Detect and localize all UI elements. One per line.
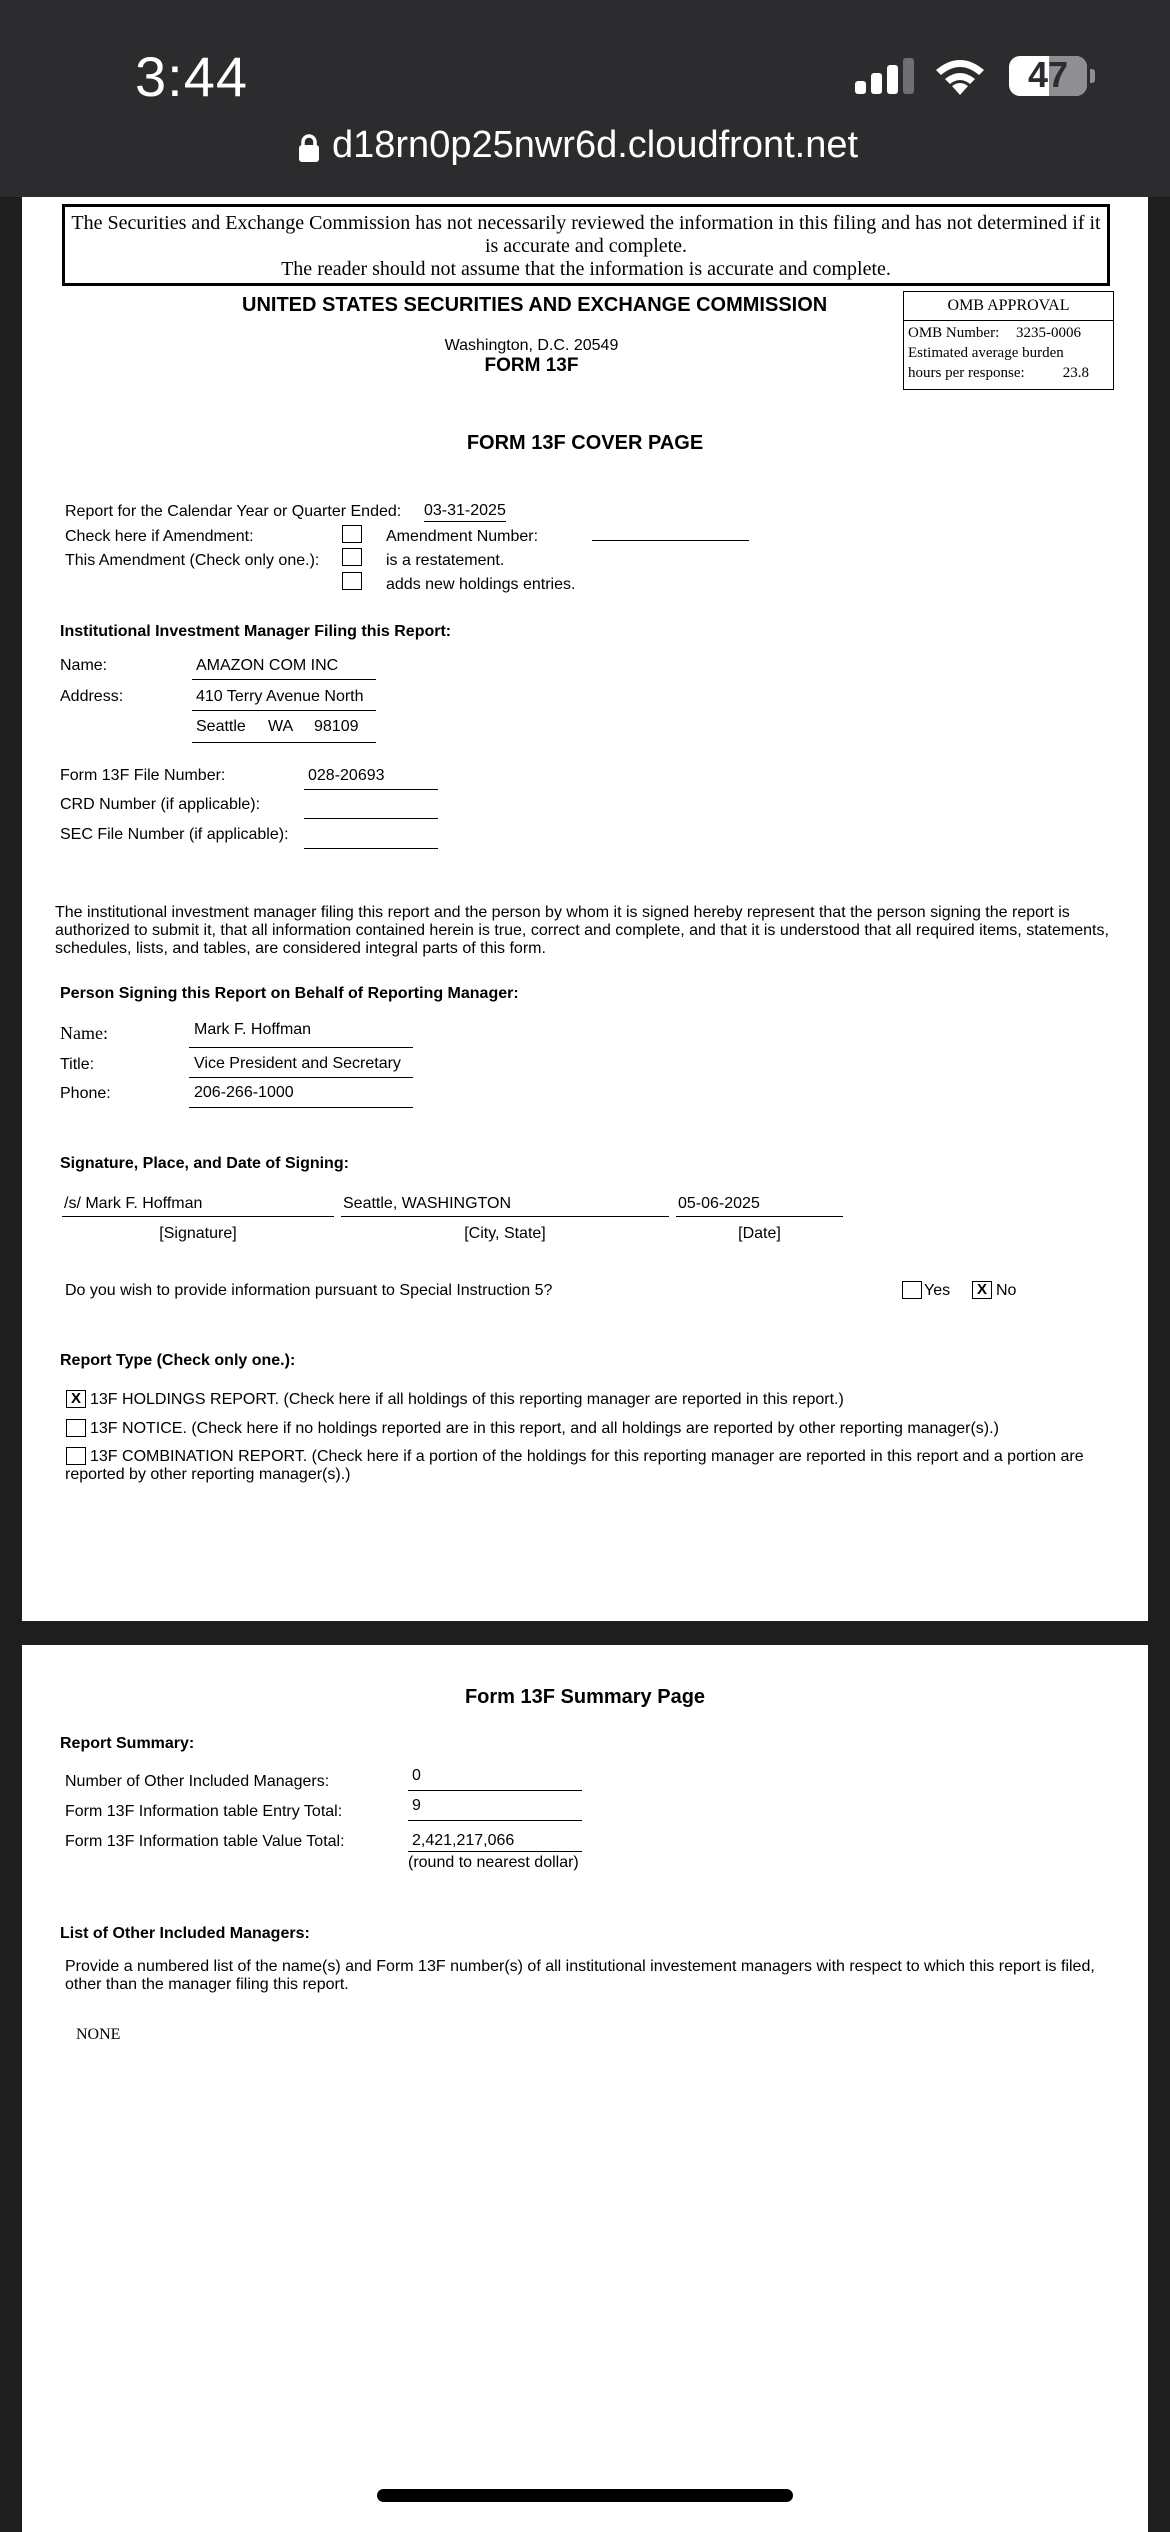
- file-number-label: Form 13F File Number:: [60, 767, 226, 784]
- other-managers-instruction: Provide a numbered list of the name(s) and Form 13F number(s) of all institutional investement managers with respect to which this report is filed, other than the manager filing this report.: [65, 1958, 1095, 1993]
- yes-label: Yes: [924, 1282, 951, 1299]
- address-state: WA: [268, 718, 294, 735]
- wifi-icon: [932, 55, 988, 97]
- restatement-label: is a restatement.: [386, 552, 505, 569]
- this-amendment-label: This Amendment (Check only one.):: [65, 552, 320, 569]
- omb-approval-box: [903, 291, 1114, 390]
- report-period-label: Report for the Calendar Year or Quarter Ended:: [65, 503, 402, 520]
- sec-file-field[interactable]: [304, 826, 438, 849]
- attestation-text: The institutional investment manager filing this report and the person by whom it is signed hereby represent that the person signing the report is authorized to submit it, that all information contained herein is true, correct and complete, and that it is understood that all required items, statements, schedules, lists, and tables, are considered integral parts of this form.: [55, 904, 1109, 957]
- notice-report-label: 13F NOTICE. (Check here if no holdings reported are in this report, and all holdings are reported by other reporting manager(s).): [90, 1420, 999, 1437]
- instruction5-no-checkbox[interactable]: X: [972, 1281, 992, 1299]
- signing-date-value: 05-06-2025: [676, 1195, 843, 1217]
- crd-field[interactable]: [304, 796, 438, 819]
- signer-name: Mark F. Hoffman: [189, 1021, 413, 1048]
- disclaimer-line: The reader should not assume that the information is accurate and complete.: [281, 258, 891, 280]
- form-name: FORM 13F: [484, 355, 579, 376]
- address-city: Seattle: [196, 718, 246, 735]
- notice-report-checkbox[interactable]: [66, 1419, 86, 1437]
- report-type-heading: Report Type (Check only one.):: [60, 1352, 296, 1369]
- signer-title-label: Title:: [60, 1056, 95, 1073]
- signer-phone: 206-266-1000: [189, 1084, 413, 1108]
- file-number-value: 028-20693: [304, 767, 438, 790]
- omb-hours-label: hours per response:: [908, 365, 1025, 381]
- date-caption: [Date]: [738, 1225, 781, 1242]
- omb-title: OMB APPROVAL: [904, 292, 1113, 321]
- no-label: No: [996, 1282, 1017, 1299]
- address-street: 410 Terry Avenue North: [192, 688, 376, 711]
- address-city-line: [192, 718, 376, 743]
- signature-heading: Signature, Place, and Date of Signing:: [60, 1155, 349, 1172]
- omb-number-row: [904, 321, 1113, 343]
- rounding-note: (round to nearest dollar): [408, 1854, 579, 1871]
- disclaimer-line: The Securities and Exchange Commission has not necessarily reviewed the information in this filing and has not determined if it: [71, 212, 1101, 234]
- omb-number-value: 3235-0006: [1016, 325, 1081, 341]
- cover-page-title: FORM 13F COVER PAGE: [466, 432, 704, 454]
- signature-value: /s/ Mark F. Hoffman: [62, 1195, 334, 1217]
- omb-number-label: OMB Number:: [908, 325, 1000, 341]
- name-label: Name:: [60, 657, 108, 674]
- other-managers-list-heading: List of Other Included Managers:: [60, 1925, 310, 1942]
- address-label: Address:: [60, 688, 124, 705]
- signer-heading: Person Signing this Report on Behalf of Reporting Manager:: [60, 985, 519, 1002]
- crd-label: CRD Number (if applicable):: [60, 796, 261, 813]
- report-period-value: 03-31-2025: [424, 502, 506, 522]
- omb-hours-value: 23.8: [1062, 365, 1089, 381]
- manager-name: AMAZON COM INC: [192, 657, 376, 680]
- holdings-report-label: 13F HOLDINGS REPORT. (Check here if all holdings of this reporting manager are reported in this report.): [90, 1391, 844, 1408]
- amendment-number-label: Amendment Number:: [386, 528, 539, 545]
- cellular-signal-icon: [855, 58, 915, 94]
- sec-file-label: SEC File Number (if applicable):: [60, 826, 289, 843]
- omb-burden-label: Estimated average burden: [908, 345, 1064, 361]
- address-bar-url[interactable]: d18rn0p25nwr6d.cloudfront.net: [332, 124, 859, 166]
- instruction5-yes-checkbox[interactable]: [902, 1281, 922, 1299]
- holdings-report-checkbox[interactable]: X: [66, 1390, 86, 1408]
- entry-total-value: 9: [408, 1797, 582, 1821]
- new-holdings-checkbox[interactable]: [342, 572, 362, 590]
- agency-location: Washington, D.C. 20549: [444, 337, 619, 354]
- status-time: 3:44: [135, 45, 248, 108]
- address-zip: 98109: [314, 718, 359, 735]
- agency-heading: UNITED STATES SECURITIES AND EXCHANGE COMMISSION: [242, 294, 828, 316]
- home-indicator[interactable]: [377, 2489, 793, 2502]
- battery-nub: [1090, 69, 1095, 83]
- omb-hours-row: [904, 363, 1113, 383]
- amendment-label: Check here if Amendment:: [65, 528, 254, 545]
- value-total-value: 2,421,217,066: [408, 1832, 582, 1852]
- report-summary-heading: Report Summary:: [60, 1735, 195, 1752]
- restatement-checkbox[interactable]: [342, 548, 362, 566]
- battery-level: 47: [1027, 54, 1069, 95]
- city-state-caption: [City, State]: [464, 1225, 546, 1242]
- new-holdings-label: adds new holdings entries.: [386, 576, 576, 593]
- disclaimer-line: is accurate and complete.: [484, 235, 688, 257]
- signature-caption: [Signature]: [159, 1225, 237, 1242]
- combination-report-label: 13F COMBINATION REPORT. (Check here if a portion of the holdings for this reporting manager are reported in this report and a portion are reported by other reporting manager(s).): [65, 1448, 1084, 1483]
- signer-phone-label: Phone:: [60, 1085, 111, 1102]
- amendment-checkbox[interactable]: [342, 525, 362, 543]
- value-total-label: Form 13F Information table Value Total:: [65, 1833, 345, 1850]
- amendment-number-field[interactable]: [592, 538, 749, 541]
- city-state-value: Seattle, WASHINGTON: [341, 1195, 669, 1217]
- manager-heading: Institutional Investment Manager Filing this Report:: [60, 623, 452, 640]
- sec-disclaimer-box: [62, 204, 1110, 286]
- signer-name-label: Name:: [60, 1023, 108, 1043]
- other-managers-label: Number of Other Included Managers:: [65, 1773, 330, 1790]
- other-managers-list-value: NONE: [76, 2026, 121, 2043]
- lock-icon: [298, 133, 320, 163]
- entry-total-label: Form 13F Information table Entry Total:: [65, 1803, 343, 1820]
- instruction5-question: Do you wish to provide information pursuant to Special Instruction 5?: [65, 1282, 553, 1299]
- other-managers-value: 0: [408, 1767, 582, 1791]
- summary-page-title: Form 13F Summary Page: [464, 1686, 706, 1708]
- signer-title: Vice President and Secretary: [189, 1055, 413, 1078]
